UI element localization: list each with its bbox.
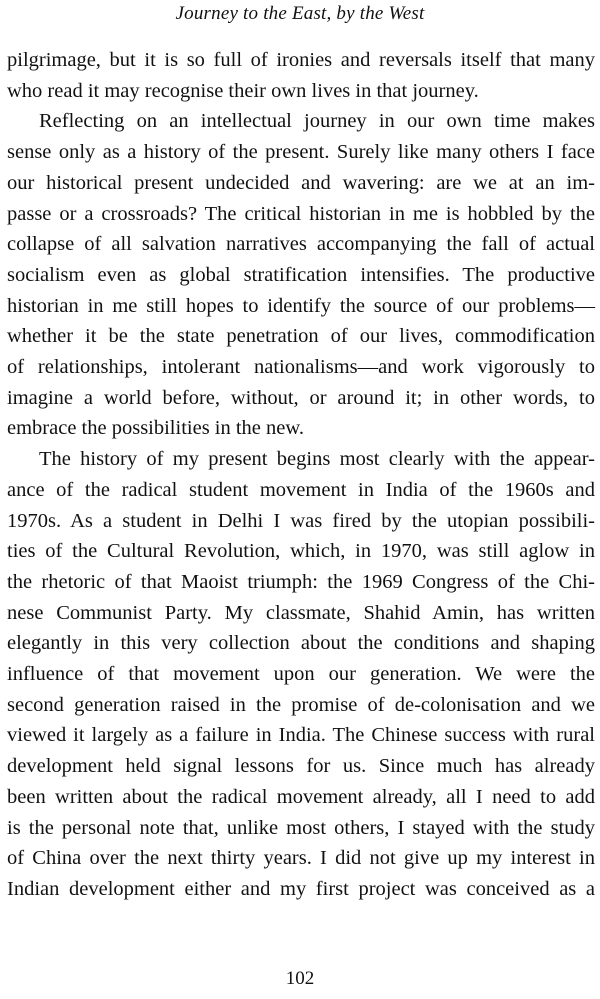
paragraph-3-line-4: ties of the Cultural Revolution, which, in 1970, was still aglow in [7,540,595,563]
paragraph-2-line-11: embrace the possibilities in the new. [7,417,304,440]
page-number: 102 [285,968,315,989]
paragraph-3-line-3: 1970s. As a student in Delhi I was fired by the utopian possibili- [7,509,595,532]
paragraph-2-line-4: passe or a crossroads? The critical historian in me is hobbled by the [7,202,595,225]
paragraph-3-line-13: is the personal note that, unlike most others, I stayed with the study [7,816,595,839]
paragraph-2-line-9: of relationships, intolerant nationalisms—and work vigorously to [7,356,595,379]
paragraph-2-line-1: Reflecting on an intellectual journey in our own time makes [39,110,595,133]
paragraph-2-line-8: whether it be the state penetration of our lives, commodification [7,325,595,348]
paragraph-2-line-6: socialism even as global stratification intensifies. The productive [7,263,595,286]
paragraph-2-line-5: collapse of all salvation narratives accompanying the fall of actual [7,233,595,256]
paragraph-1-line-2: who read it may recognise their own lives in that journey. [7,79,479,102]
paragraph-2-line-2: sense only as a history of the present. Surely like many others I face [7,141,595,164]
paragraph-3-line-15: Indian development either and my first project was conceived as a [7,877,595,900]
paragraph-3-line-1: The history of my present begins most clearly with the appear- [39,448,595,471]
paragraph-3-line-10: viewed it largely as a failure in India. The Chinese success with rural [7,724,595,747]
paragraph-3-line-5: the rhetoric of that Maoist triumph: the 1969 Congress of the Chi- [7,570,595,593]
paragraph-2-line-3: our historical present undecided and wavering: are we at an im- [7,171,595,194]
paragraph-1-line-1: pilgrimage, but it is so full of ironies and reversals itself that many [7,49,595,71]
paragraph-3-line-7: elegantly in this very collection about the conditions and shaping [7,632,595,655]
paragraph-2-line-10: imagine a world before, without, or around it; in other words, to [7,386,595,409]
paragraph-3-line-9: second generation raised in the promise of de-colonisation and we [7,693,595,716]
paragraph-3-line-12: been written about the radical movement already, all I need to add [7,785,595,808]
paragraph-3-line-6: nese Communist Party. My classmate, Shahid Amin, has written [7,601,595,624]
paragraph-3-line-11: development held signal lessons for us. Since much has already [7,755,595,778]
body-text [7,45,595,905]
paragraph-3-line-8: influence of that movement upon our generation. We were the [7,663,595,686]
paragraph-3-line-14: of China over the next thirty years. I did not give up my interest in [7,847,595,870]
paragraph-3-line-2: ance of the radical student movement in India of the 1960s and [7,478,595,501]
running-head: Journey to the East, by the West [175,3,425,24]
paragraph-2-line-7: historian in me still hopes to identify the source of our problems— [7,294,595,317]
